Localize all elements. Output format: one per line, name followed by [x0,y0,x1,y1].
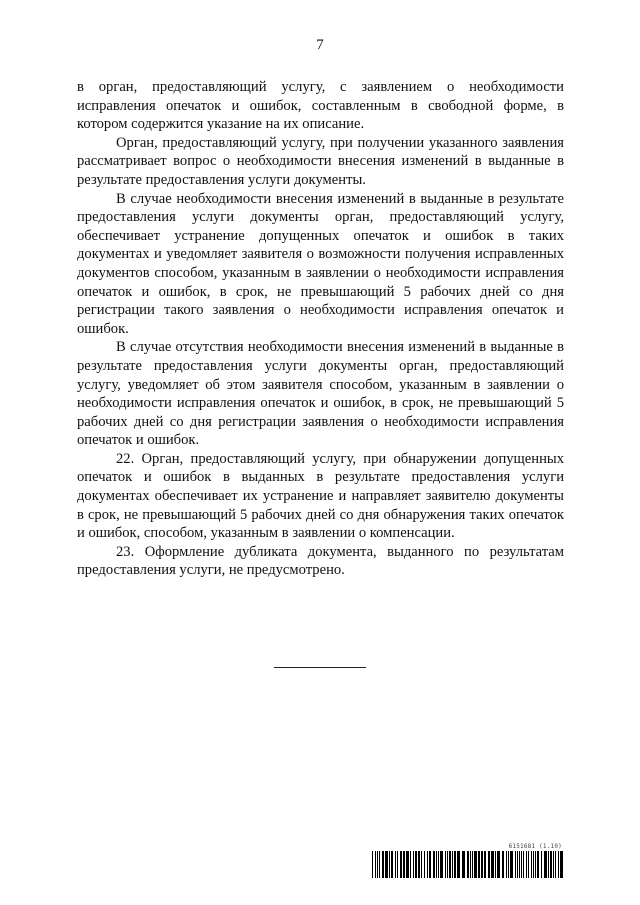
barcode-bar [372,851,373,878]
barcode-bar [560,851,563,878]
barcode-bar [548,851,549,878]
barcode-bar [454,851,456,878]
barcode-bar [515,851,516,878]
barcode-bar [433,851,435,878]
barcode-bar [438,851,439,878]
barcode-bar [519,851,520,878]
barcode-bar [523,851,524,878]
barcode-bar [517,851,518,878]
barcode-bar [462,851,465,878]
barcode-bar [491,851,494,878]
barcode-bar [521,851,522,878]
barcode-bar [550,851,552,878]
barcode-bar [418,851,420,878]
paragraph-no-corrections: В случае отсутствия необходимости внесения изменений в выданные в результате предоставления услуги документы орган, предоставляющий услугу, уведомляет об этом заявителя способом, указанным в заявлении о необходимости исправления опечаток и ошибок, в срок, не превышающий 5 рабочих дней со дня регистрации заявления о необходимости исправления опечаток и ошибок. [77,339,564,449]
barcode-bar [445,851,446,878]
barcode-bar [403,851,405,878]
barcode-bar [382,851,384,878]
barcode-bar [535,851,536,878]
barcode-bar [457,851,460,878]
barcode-bar [488,851,490,878]
barcode-number: 6151681 (1.10) [508,843,562,850]
barcode-bar [502,851,504,878]
document-body [77,78,564,580]
barcode-bar [379,851,380,878]
end-separator-line [274,667,366,668]
barcode-bar [470,851,471,878]
barcode-bar [544,851,547,878]
barcode-bar [410,851,411,878]
barcode-bar [558,851,559,878]
paragraph-corrections-needed: В случае необходимости внесения изменений в выданные в результате предоставления услуги документы орган, предоставляющий услугу, обеспечивает устранение допущенных опечаток и ошибок в таких документах и уведомляет заявителя о возможности получения исправленных документов способом, указанным в заявлении о необходимости исправления опечаток и ошибок, в срок, не превышающий 5 рабочих дней со дня регистрации такого заявления о необходимости исправления опечаток и ошибок. [77,190,564,337]
barcode-bar [436,851,437,878]
barcode-bar [481,851,483,878]
barcode-bar [484,851,486,878]
barcode-bar [541,851,542,878]
barcode-bar [391,851,393,878]
barcode-bar [506,851,507,878]
barcode-bar [474,851,477,878]
barcode-bar [447,851,448,878]
barcode-bar [555,851,556,878]
barcode-bar [508,851,509,878]
paragraph-item-23: 23. Оформление дубликата документа, выданного по результатам предоставления услуги, не предусмотрено. [77,543,564,579]
barcode-bar [478,851,480,878]
barcode-bar [389,851,390,878]
paragraph-review: Орган, предоставляющий услугу, при получении указанного заявления рассматривает вопрос о необходимости внесения изменений в выданные в результате предоставления услуги документы. [77,134,564,188]
barcode-bar [526,851,527,878]
barcode-bar [497,851,500,878]
barcode-bar [533,851,534,878]
barcode-bar [385,851,388,878]
barcode-bar [449,851,451,878]
barcode-bar [537,851,539,878]
barcode-bar [415,851,417,878]
barcode-bar [472,851,473,878]
barcode-bar [528,851,529,878]
barcode-bar [400,851,402,878]
barcode-bar [510,851,513,878]
barcode-bar [421,851,422,878]
barcode-bar [413,851,414,878]
paragraph-continuation: в орган, предоставляющий услугу, с заявлением о необходимости исправления опечаток и ошибок, составленным в свободной форме, в котором содержится указание на их описание. [77,79,564,133]
barcode-bar [427,851,428,878]
page-number: 7 [316,37,324,53]
barcode-bar [440,851,443,878]
barcode-bar [429,851,431,878]
barcode-bar [395,851,396,878]
barcode-bar [467,851,469,878]
barcode-bar [495,851,496,878]
barcode-image [372,851,564,878]
barcode-bar [406,851,409,878]
barcode-bar [397,851,398,878]
barcode-bar [531,851,532,878]
paragraph-item-22: 22. Орган, предоставляющий услугу, при обнаружении допущенных опечаток и ошибок в выданных в результате предоставления услуги документах обеспечивает их устранение и направляет заявителю документы в срок, не превышающий 5 рабочих дней со дня обнаружения таких опечаток и ошибок, способом, указанным в заявлении о компенсации. [77,450,564,542]
barcode-bar [424,851,425,878]
barcode-bar [452,851,453,878]
barcode-bar [553,851,554,878]
barcode-bar [375,851,376,878]
barcode-bar [377,851,378,878]
